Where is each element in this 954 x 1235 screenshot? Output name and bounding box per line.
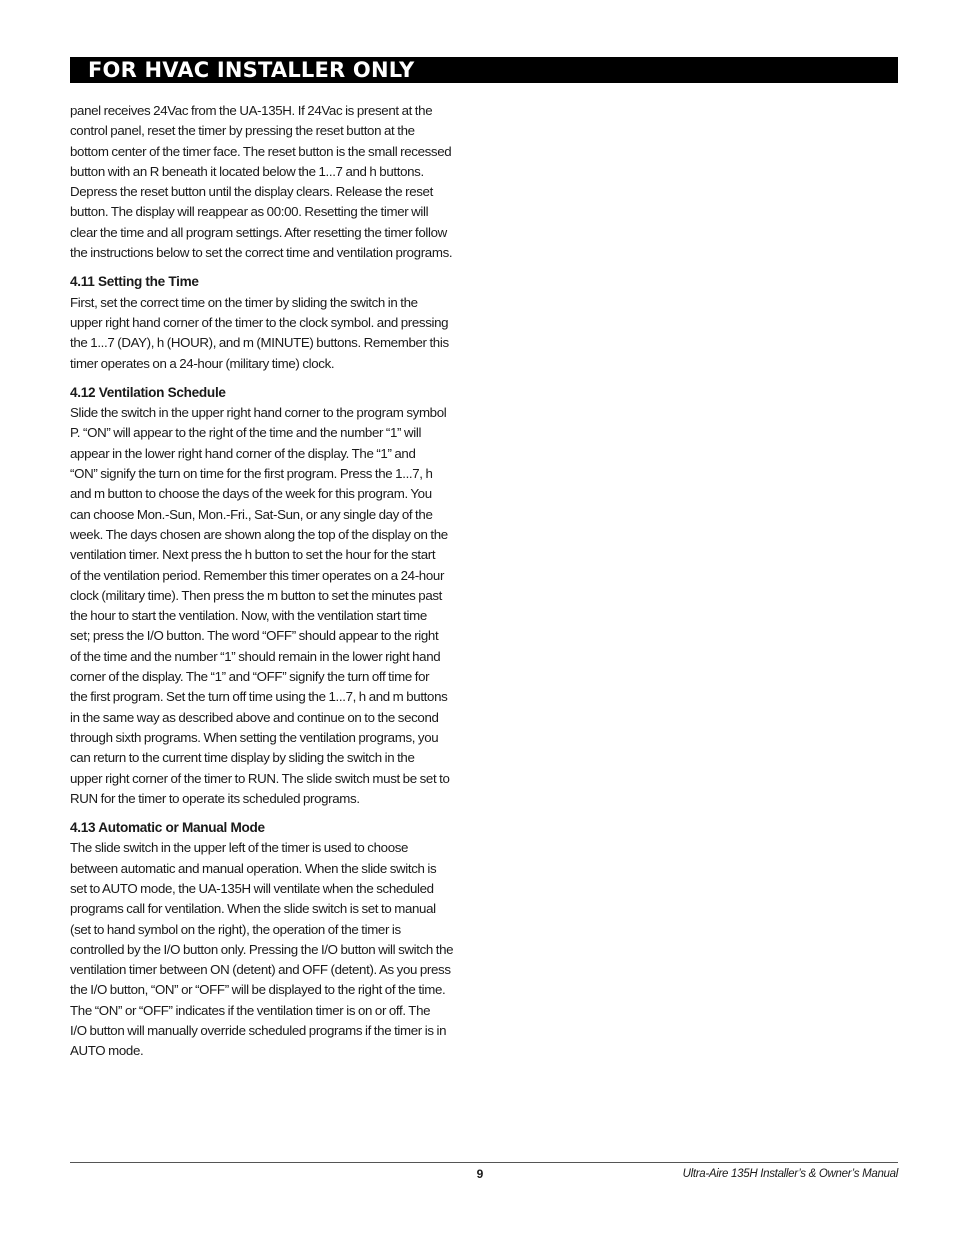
paragraph-setting-the-time: First, set the correct time on the timer by sliding the switch in the upper right hand corner of the timer to the clock symbol. and pressing the 1...7 (DAY), h (HOUR), and m (MINUTE) buttons. Remember this timer operates on a 24-hour (military time) clock. — [70, 294, 449, 371]
footer-manual-title: Ultra-Aire 135H Installer’s & Owner’s Manual — [682, 1168, 898, 1180]
heading-automatic-or-manual-mode: 4.13 Automatic or Manual Mode — [70, 820, 265, 836]
footer-divider — [70, 1162, 898, 1163]
intro-paragraph: panel receives 24Vac from the UA-135H. If 24Vac is present at the control panel, reset the timer by pressing the reset button at the bottom center of the timer face. The reset button is the small recessed button with an R beneath it located below the 1...7 and h buttons. Depress the reset button until the display clears. Release the reset button. The display will reappear as 00:00. Resetting the timer will clear the time and all program settings. After resetting the timer follow the instructions below to set the correct time and ventilation programs. — [70, 103, 453, 261]
section-header-bar — [70, 57, 898, 83]
text-column — [70, 101, 478, 1062]
heading-ventilation-schedule: 4.12 Ventilation Schedule — [70, 384, 226, 400]
section-header-title: FOR HVAC INSTALLER ONLY — [88, 58, 415, 82]
heading-setting-the-time: 4.11 Setting the Time — [70, 274, 199, 290]
paragraph-ventilation-schedule: Slide the switch in the upper right hand corner to the program symbol P. “ON” will appear to the right of the time and the number “1” will appear in the lower right hand corner of the display. The “1” and “ON” signify the turn on time for the first program. Press the 1...7, h and m button to choose the days of the week for this program. You can choose Mon.-Sun, Mon.-Fri., Sat-Sun, or any single day of the week. The days chosen are shown along the top of the display on the ventilation timer. Next press the h button to set the hour for the start of the ventilation period. Remember this timer operates on a 24-hour clock (military time). Then press the m button to set the minutes past the hour to start the ventilation. Now, with the ventilation start time set; press the I/O button. The word “OFF” should appear to the right of the time and the number “1” should remain in the lower right hand corner of the display. The “1” and “OFF” signify the turn off time for the first program. Set the turn off time using the 1...7, h and m buttons in the same way as described above and continue on to the second through sixth programs. When setting the ventilation programs, you can return to the current time display by sliding the switch in the upper right corner of the timer to RUN. The slide switch must be set to RUN for the timer to operate its scheduled programs. — [70, 405, 450, 806]
page-number: 9 — [476, 1167, 484, 1181]
paragraph-automatic-or-manual-mode: The slide switch in the upper left of the timer is used to choose between automatic and manual operation. When the slide switch is set to AUTO mode, the UA-135H will ventilate when the scheduled programs call for ventilation. When the slide switch is set to manual (set to hand symbol on the right), the operation of the timer is controlled by the I/O button only. Pressing the I/O button will switch the ventilation timer between ON (detent) and OFF (detent). As you press the I/O button, “ON” or “OFF” will be displayed to the right of the time. The “ON” or “OFF” indicates if the ventilation timer is on or off. The I/O button will manually override scheduled programs if the timer is in AUTO mode. — [70, 840, 454, 1059]
